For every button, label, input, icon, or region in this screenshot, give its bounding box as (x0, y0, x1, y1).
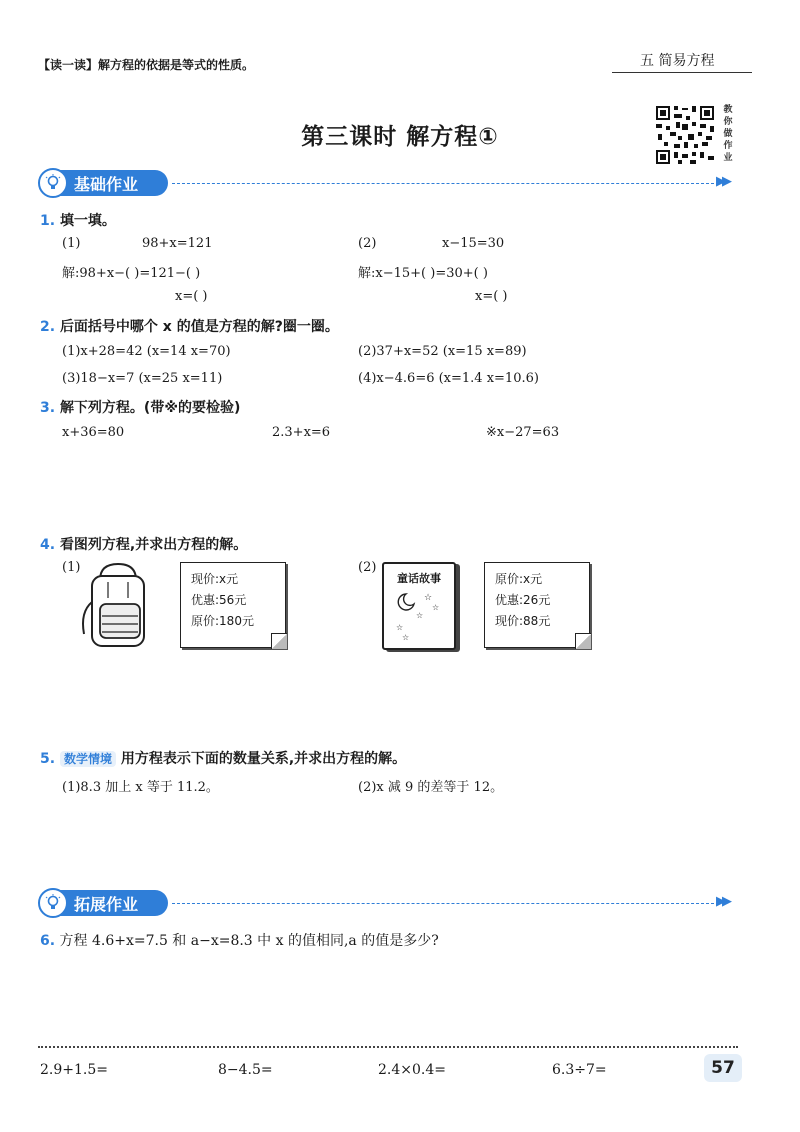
basic-banner (40, 170, 168, 196)
question-1-text: 填一填。 (59, 213, 116, 229)
question-3-number: 3. (40, 400, 56, 416)
page-title: 第三课时 解方程① (301, 124, 499, 150)
chapter-title: 五 简易方程 (640, 53, 715, 69)
tip-label: 【读一读】 (38, 58, 99, 72)
extend-banner (40, 890, 168, 916)
note2-fold (575, 633, 591, 649)
storybook-icon (382, 562, 456, 650)
calc-1: 2.9+1.5= (40, 1062, 108, 1078)
note1-line-2: 优惠:56元 (191, 593, 247, 607)
calc-4: 6.3÷7= (552, 1062, 607, 1078)
q1-part2-result[interactable]: x=( ) (475, 289, 508, 304)
q2-item-2[interactable]: (2)37+x=52 (x=15 x=89) (358, 344, 527, 359)
note1-line-3: 原价:180元 (191, 614, 254, 628)
footer-divider (38, 1046, 738, 1048)
price-note-1 (180, 562, 286, 648)
q4-part1-label: (1) (62, 560, 81, 575)
question-3-text: 解下列方程。(带※的要检验) (59, 400, 241, 416)
svg-text:☆: ☆ (432, 603, 440, 612)
q5-part1: (1)8.3 加上 x 等于 11.2。 (62, 780, 219, 795)
question-2-number: 2. (40, 319, 56, 335)
reading-tip (38, 56, 254, 73)
svg-text:☆: ☆ (396, 623, 404, 632)
lightbulb-icon (38, 888, 68, 918)
question-2 (40, 316, 339, 336)
note2-line-2: 优惠:26元 (495, 593, 551, 607)
q2-item-4[interactable]: (4)x−4.6=6 (x=1.4 x=10.6) (358, 371, 539, 386)
qr-code-icon[interactable] (654, 104, 716, 166)
double-chevron-right-icon: ▶▶ (716, 174, 728, 189)
q1-part2-label: (2) (358, 236, 377, 251)
q2-item-3[interactable]: (3)18−x=7 (x=25 x=11) (62, 371, 223, 386)
extend-banner-label: 拓展作业 (40, 890, 168, 916)
question-4-number: 4. (40, 537, 56, 553)
q3-equation-3: ※x−27=63 (486, 425, 560, 440)
q1-part1-result[interactable]: x=( ) (175, 289, 208, 304)
note2-line-3: 现价:88元 (495, 614, 551, 628)
note1-line-1: 现价:x元 (191, 572, 239, 586)
question-2-text: 后面括号中哪个 x 的值是方程的解?圈一圈。 (59, 319, 339, 335)
question-6 (40, 930, 439, 950)
calc-3: 2.4×0.4= (378, 1062, 446, 1078)
book-title: 童话故事 (397, 572, 441, 585)
double-chevron-right-icon: ▶▶ (716, 894, 728, 909)
moon-stars-icon (392, 588, 446, 644)
question-5-text: 用方程表示下面的数量关系,并求出方程的解。 (120, 751, 407, 767)
question-6-text: 方程 4.6+x=7.5 和 a−x=8.3 中 x 的值相同,a 的值是多少? (59, 933, 439, 949)
q3-equation-2: 2.3+x=6 (272, 425, 331, 440)
svg-text:☆: ☆ (402, 633, 410, 642)
extend-banner-dashline (172, 903, 714, 904)
note1-fold (271, 633, 287, 649)
tip-text: 解方程的依据是等式的性质。 (98, 58, 255, 72)
question-1-number: 1. (40, 213, 56, 229)
price-note-2 (484, 562, 590, 648)
q3-equation-1: x+36=80 (62, 425, 125, 440)
basic-banner-dashline (172, 183, 714, 184)
qr-side-text: 教你做作业 (723, 105, 733, 163)
question-1 (40, 210, 116, 230)
backpack-icon (78, 562, 158, 650)
q1-part2-equation: x−15=30 (442, 236, 505, 251)
q5-part2: (2)x 减 9 的差等于 12。 (358, 780, 504, 795)
q4-part2-label: (2) (358, 560, 377, 575)
question-4 (40, 534, 247, 554)
question-4-text: 看图列方程,并求出方程的解。 (59, 537, 248, 553)
question-5 (40, 748, 406, 768)
question-5-number: 5. (40, 751, 56, 767)
q1-part1-label: (1) (62, 236, 81, 251)
page-number: 57 (704, 1054, 742, 1082)
calc-2: 8−4.5= (218, 1062, 273, 1078)
svg-text:☆: ☆ (424, 593, 433, 603)
lightbulb-icon (38, 168, 68, 198)
note2-line-1: 原价:x元 (495, 572, 543, 586)
chapter-underline (612, 72, 752, 73)
question-6-number: 6. (40, 933, 56, 949)
q2-item-1[interactable]: (1)x+28=42 (x=14 x=70) (62, 344, 231, 359)
math-situation-badge: 数学情境 (60, 751, 116, 767)
q1-part1-step[interactable]: 解:98+x−( )=121−( ) (62, 266, 201, 281)
svg-text:☆: ☆ (416, 611, 424, 620)
question-3 (40, 397, 240, 417)
basic-banner-label: 基础作业 (40, 170, 168, 196)
q1-part1-equation: 98+x=121 (142, 236, 213, 251)
q1-part2-step[interactable]: 解:x−15+( )=30+( ) (358, 266, 488, 281)
